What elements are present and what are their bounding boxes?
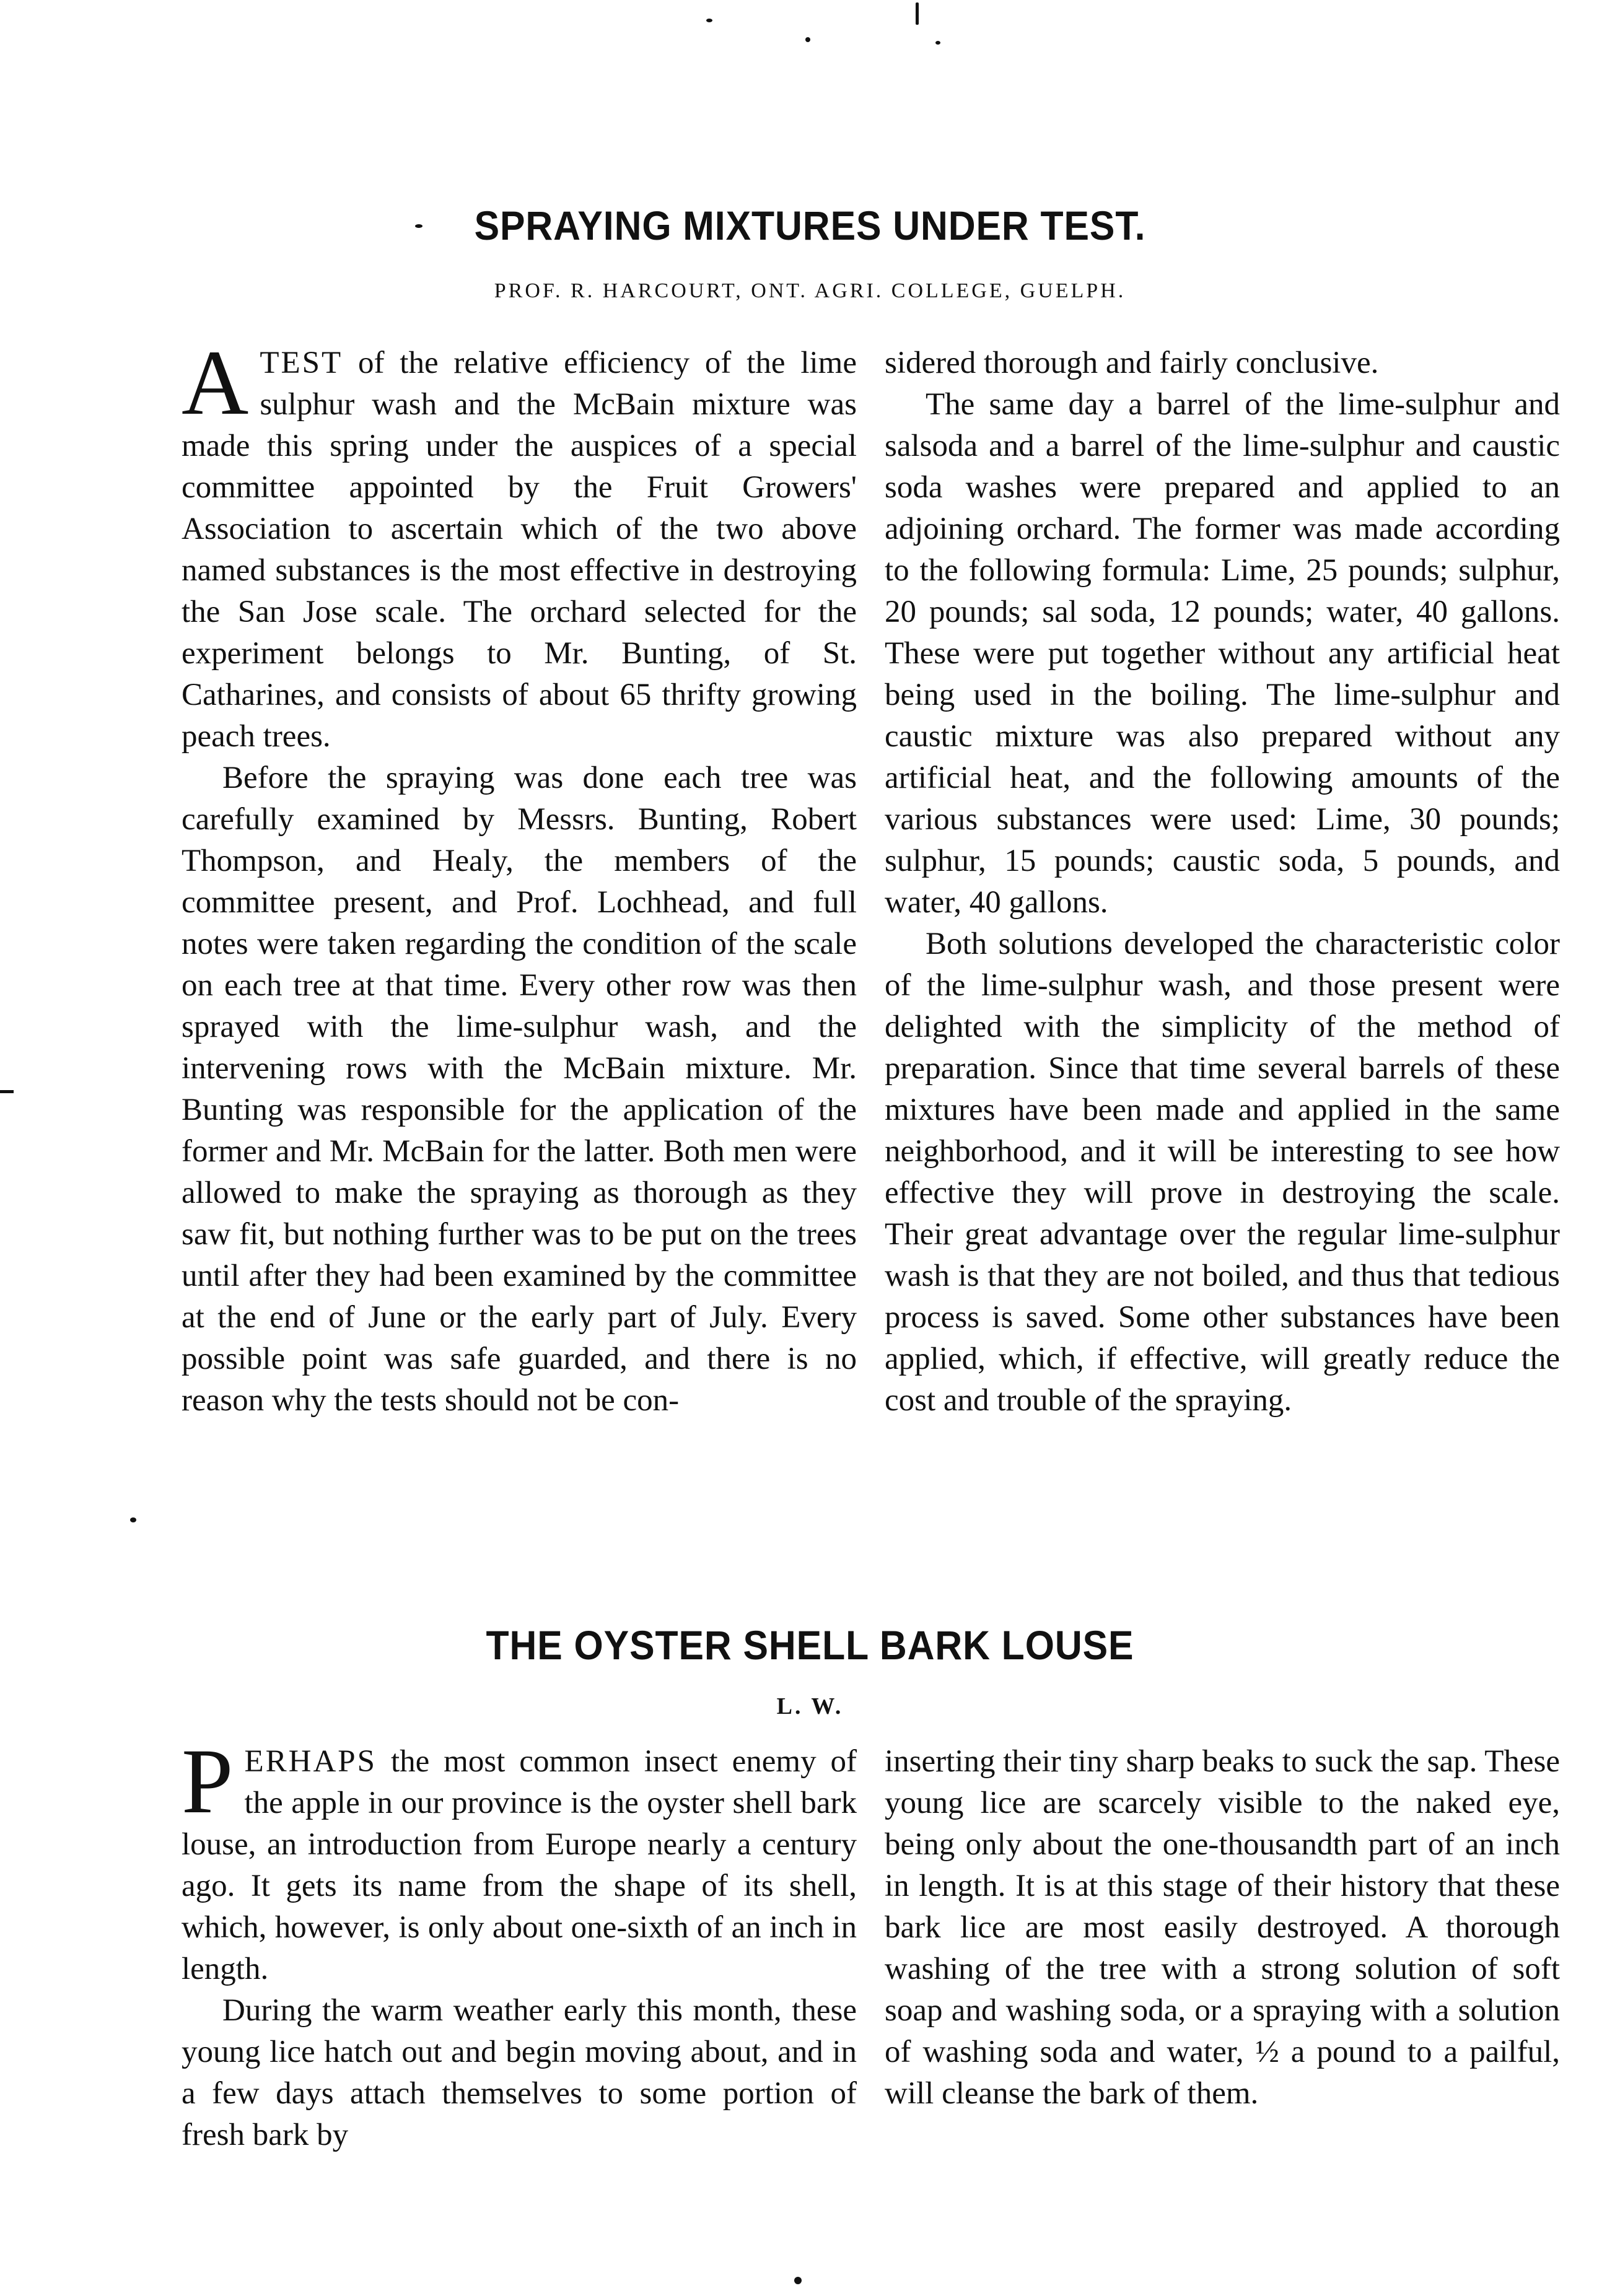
article-byline-lw: L. W. (776, 1693, 844, 1719)
article2-paragraph: During the warm weather early this month, these young lice hatch out and begin moving about, and in a few days attach themselves to some portion of fresh bark by (182, 1993, 857, 2152)
article-title-oyster-shell: THE OYSTER SHELL BARK LOUSE (486, 1622, 1134, 1668)
scan-speck (805, 37, 810, 42)
scan-speck (935, 41, 940, 45)
article2-paragraph-continued: inserting their tiny sharp beaks to suck the sap. These young lice are scarcely visible to the naked eye, being only about the one-thousandth part of an inch in length. It is at this stage of their history that these bark lice are most easily destroyed. A thorough washing of the tree with a strong solution of soft soap and washing soda, or a spraying with a solution of washing soda and water, ½ a pound to a pailful, will cleanse the bark of them. (885, 1744, 1560, 2111)
article1-left-column (182, 331, 857, 1421)
article1-paragraph: Both solutions developed the characteristic color of the lime-sulphur wash, and those present were delighted with the simplicity of the method of preparation. Since that time several barrels of these mixtures have been made and applied in the same neighborhood, and it will be interesting to see how effective they will prove in destroying the scale. Their great advantage over the regular lime-sulphur wash is that they are not boiled, and thus that tedious process is saved. Some other substances have been applied, which, if effective, will greatly reduce the cost and trouble of the spraying. (885, 927, 1560, 1418)
article2-right-column (885, 1741, 1560, 2115)
drop-cap-letter: A (182, 331, 249, 434)
paragraph-text: the most common insect enemy of the apple in our province is the oyster shell bark louse, an introduction from Europe nearly a century ago. It gets its name from the shape of its shell, which, however, is only about one-sixth of an inch in length. (182, 1744, 857, 1986)
article1-paragraph (182, 331, 857, 757)
scan-speck (916, 2, 919, 25)
article1-paragraph: The same day a barrel of the lime-sulphur and salsoda and a barrel of the lime-sulphur and caustic soda washes were prepared and applied to an adjoining orchard. The former was made according to the following formula: Lime, 25 pounds; sulphur, 20 pounds; sal soda, 12 pounds; water, 40 gallons. These were put together without any artificial heat being used in the boiling. The lime-sulphur and caustic mixture was also prepared without any artificial heat, and the following amounts of the various substances were used: Lime, 30 pounds; sulphur, 15 pounds; caustic soda, 5 pounds, and water, 40 gallons. (885, 387, 1560, 920)
scan-speck (794, 2277, 802, 2284)
scan-speck (706, 19, 712, 22)
article2-left-column (182, 1730, 857, 2156)
article1-right-column (885, 343, 1560, 1421)
article1-paragraph-continued: sidered thorough and fairly conclusive. (885, 346, 1379, 380)
lead-in-word: TEST (260, 346, 343, 380)
drop-cap-letter: P (182, 1730, 234, 1833)
scan-speck (130, 1517, 136, 1522)
article-byline-harcourt: PROF. R. HARCOURT, ONT. AGRI. COLLEGE, GUELPH. (494, 279, 1126, 302)
article1-paragraph: Before the spraying was done each tree was carefully examined by Messrs. Bunting, Robert Thompson, and Healy, the members of the committee present, and Prof. Lochhead, and full notes were taken regarding the condition of the scale on each tree at that time. Every other row was then sprayed with the lime-sulphur wash, and the intervening rows with the McBain mixture. Mr. Bunting was responsible for the application of the former and Mr. McBain for the latter. Both men were allowed to make the spraying as thorough as they saw fit, but nothing further was to be put on the trees until after they had been examined by the committee at the end of June or the early part of July. Every possible point was safe guarded, and there is no reason why the tests should not be con- (182, 761, 857, 1418)
paragraph-text: of the relative efficiency of the lime sulphur wash and the McBain mixture was made this spring under the auspices of a special committee appointed by the Fruit Growers' Association to ascertain which of the two above named substances is the most effective in destroying the San Jose scale. The orchard selected for the experiment belongs to Mr. Bunting, of St. Catharines, and consists of about 65 thrifty growing peach trees. (182, 346, 857, 754)
article-title-spraying: SPRAYING MIXTURES UNDER TEST. (474, 203, 1146, 248)
lead-in-word: ERHAPS (244, 1744, 377, 1779)
article2-paragraph (182, 1730, 857, 1990)
scan-margin-mark (0, 1090, 14, 1093)
